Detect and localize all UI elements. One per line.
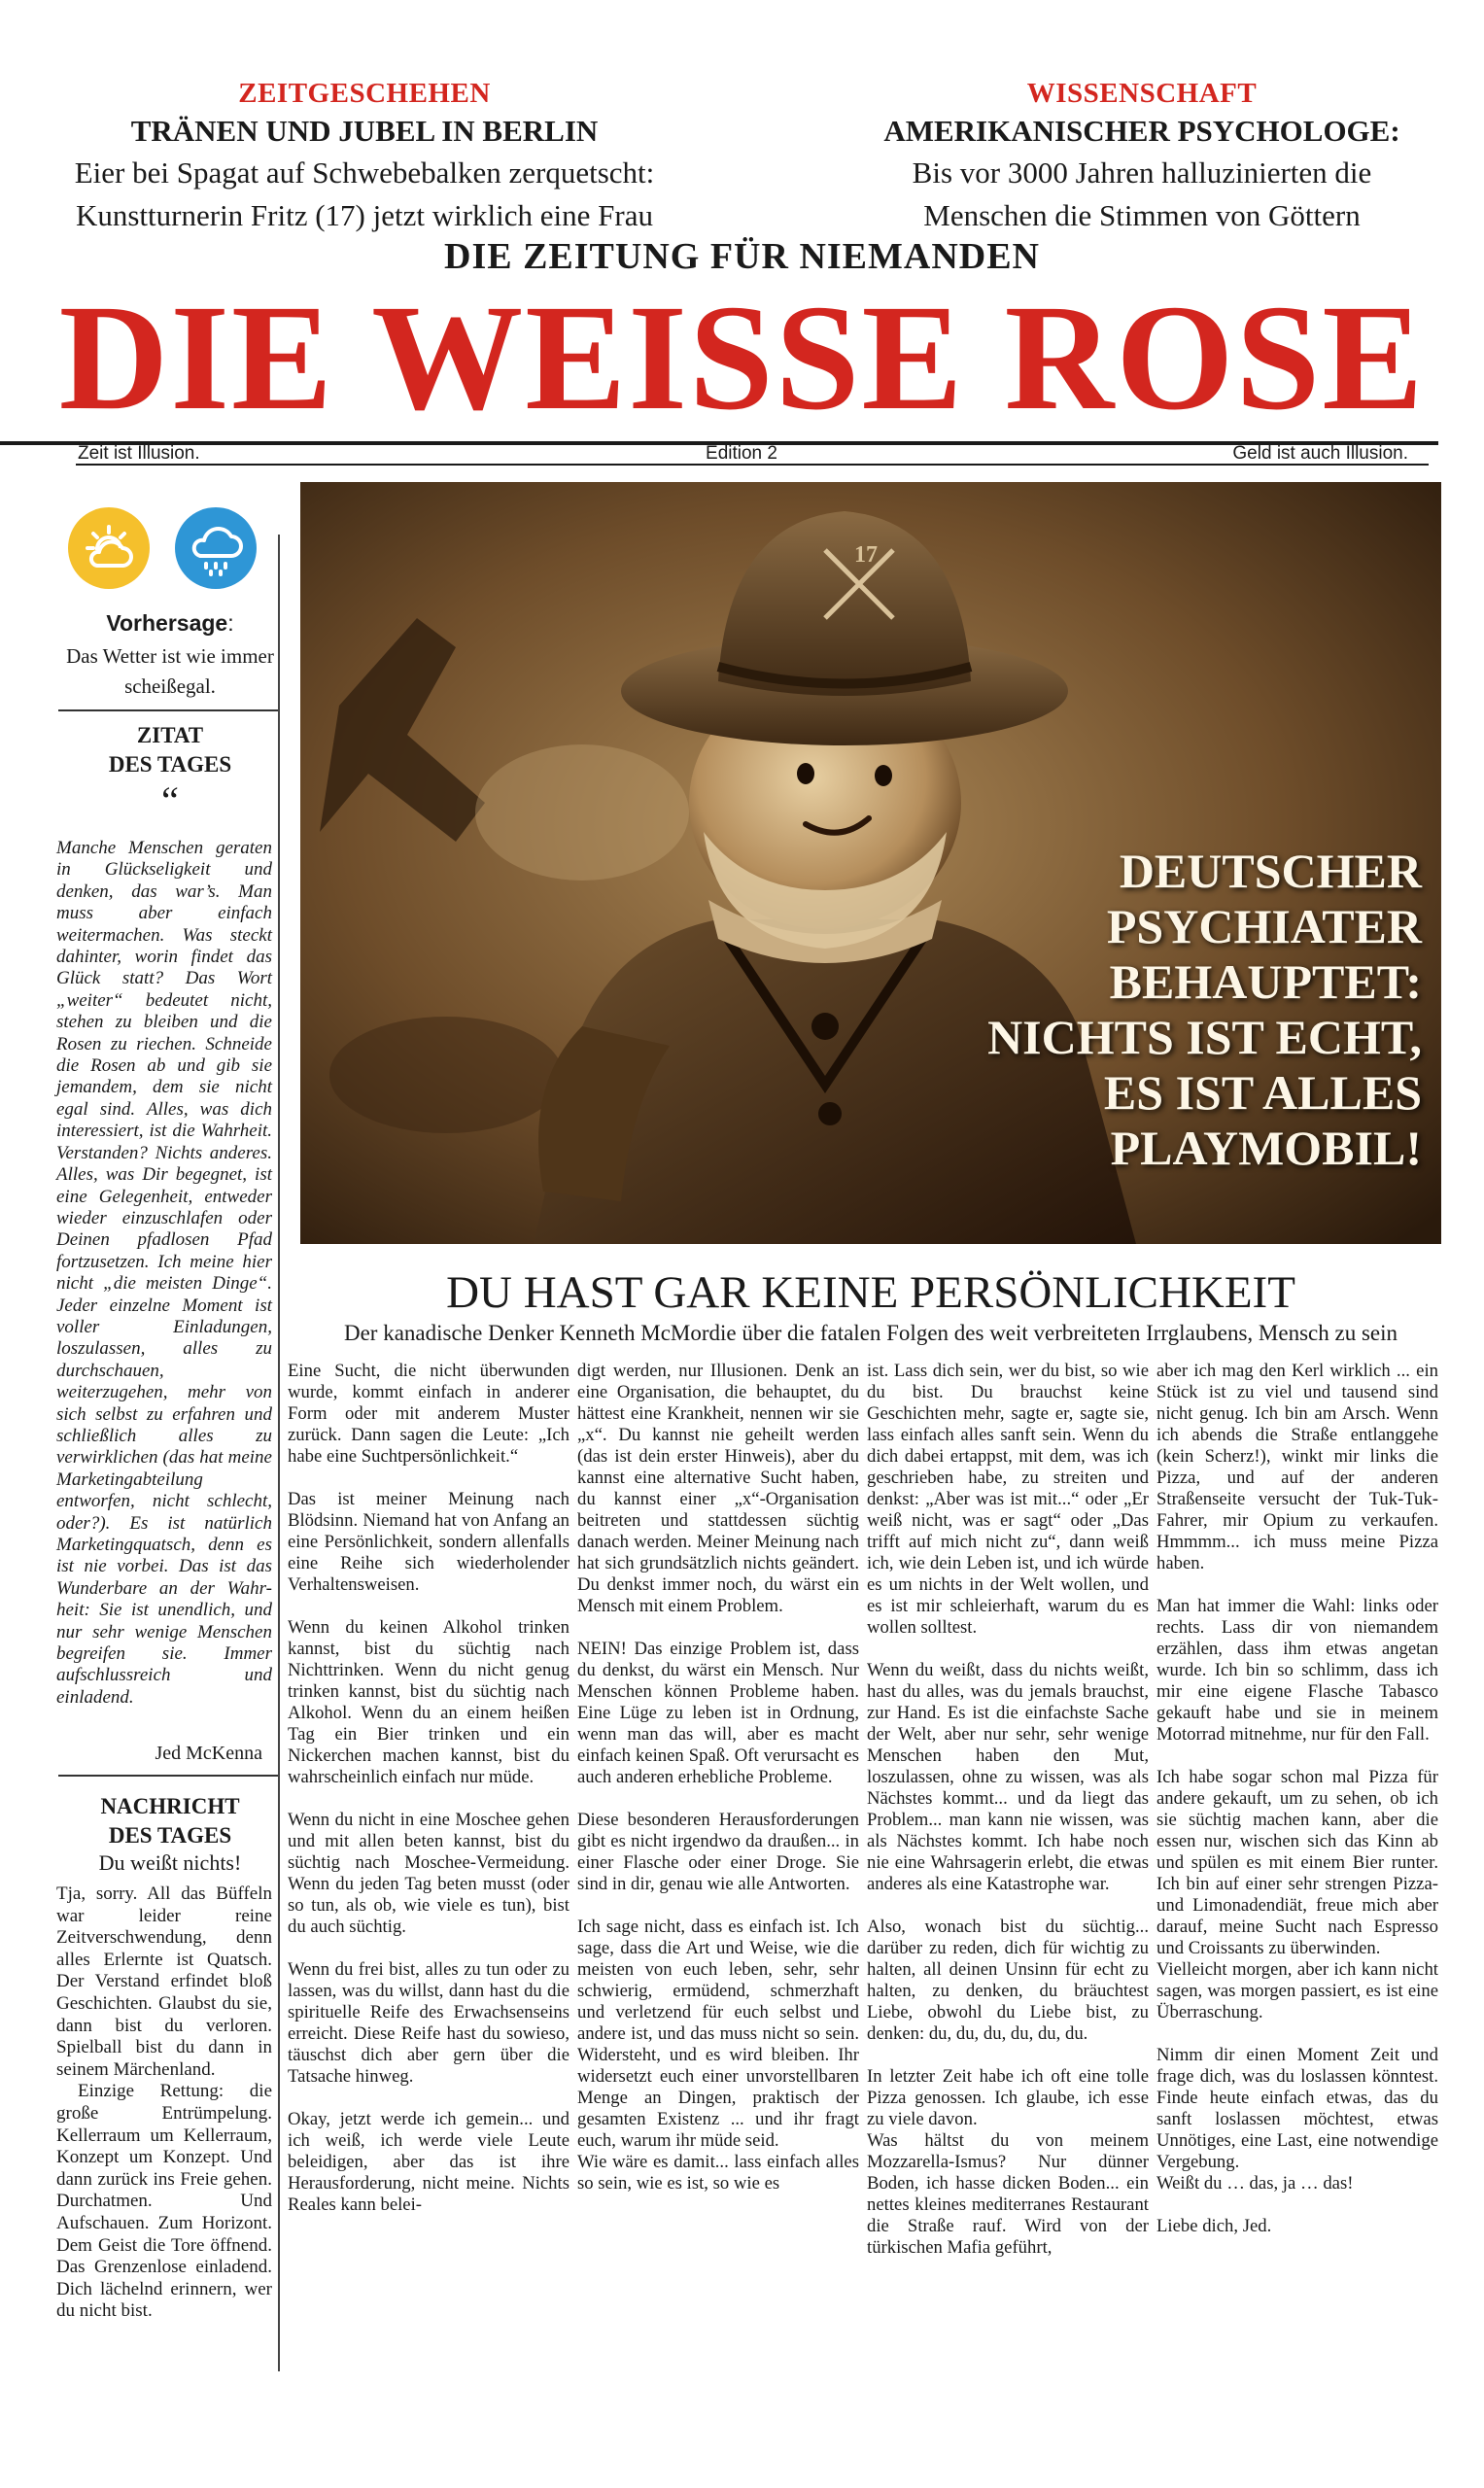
strip-right-text: Geld ist auch Illusion. [1232,443,1408,464]
tagline: DIE ZEITUNG FÜR NIEMANDEN [444,236,1040,277]
strip-rule [76,464,1429,466]
photo-caption-line: NICHTS IST ECHT, [987,1010,1422,1064]
quote-text: Manche Menschen geraten in Glückseligkeit und denken, das war’s. Man muss aber einfach weitermachen. Was steckt dahinter, worin findet das Glück statt? Das Wort „weiter“ bedeutet nicht, stehen zu bleiben und die Rosen zu riechen. Schneide die Rosen ab und gib sie jemandem, dem sie nicht egal sind. Alles, was dich interessiert, ist die Wahrheit. Verstanden? Nichts anderes. Alles, was Dir begegnet, ist eine Gelegenheit, entweder wieder einzuschlafen oder Deinen pfadlosen Pfad fortzusetzen. Ich meine hier nicht „die meisten Dinge“. Jeder einzelne Moment ist voller Einladungen, loszulassen, alles zu durchschauen, weiterzugehen, mehr von sich selbst zu erfahren und schließlich alles zu verwirklichen (das hat meine Marketingabteilung entworfen, nicht schlecht, oder?). Es ist natürlich Marketingquatsch, denn es ist nie vorbei. Das ist das Wunderbare an der Wahr-heit: Sie ist unendlich, und nur sehr wenige Menschen begreifen sie. Immer aufschlussreich und einladend. [56,838,272,1708]
teaser-right-deck-line1: Bis vor 3000 Jahren halluzinierten die [912,156,1372,190]
news-title-line2: DES TAGES [108,1823,232,1848]
news-title-line1: NACHRICHT [100,1794,240,1818]
article-column-2 [577,1361,859,2194]
article-paragraph: Vielleicht morgen, aber ich kann nicht sagen, was morgen passiert, es ist eine Überraschung. [1156,1959,1438,2022]
column-rule [278,535,280,2371]
weather-label-text: Vorhersage [106,610,228,636]
weather-text [53,641,287,702]
teaser-left-headline: TRÄNEN UND JUBEL IN BERLIN [130,114,599,148]
photo-caption-line: PSYCHIATER [1106,899,1422,953]
teaser-right[interactable] [821,78,1463,237]
article-paragraph: In letzter Zeit habe ich oft eine tolle Pizza genossen. Ich glaube, ich esse zu viele davon. [867,2066,1149,2129]
news-section-title [53,1792,287,1850]
article-title: DU HAST GAR KEINE PERSÖNLICHKEIT [446,1267,1295,1318]
teaser-right-headline: AMERIKANISCHER PSYCHOLOGE: [883,114,1400,148]
article-paragraph: Wenn du nicht in eine Moschee gehen und mit allen beten kannst, bist du süchtig nach Moschee-Vermeidung. Wenn du jeden Tag beten musst (oder so tun, als ob, wie viele es tun), bist du auch süchtig. [288,1810,569,1937]
article-column-3 [867,1361,1149,2259]
news-paragraph: Tja, sorry. All das Büffeln war leider reine Zeitverschwendung, denn alles Erlernte ist Quatsch. Der Verstand erfindet bloß Geschichten. Glaubst du sie, dann bist du verloren. Spielball bist du dann in seinem Märchenland. [56,1883,272,2080]
quote-section-title [53,721,287,779]
article-paragraph: ist. Lass dich sein, wer du bist, so wie du bist. Du brauchst keine Geschichten mehr, sagte er, sagte sie, lass einfach alles sanft sein. Wenn du dich dabei ertappst, mit dem, was ich geschrieben habe, zu streiten und denkst: „Aber was ist mit...“ oder „Er weiß nicht, was er sagt“ oder „Das trifft auf mich nicht zu“, dann weiß ich, wie dein Leben ist, und ich würde es um nichts in der Welt wollen, und es ist mir schleierhaft, warum du es wollen solltest. [867,1361,1149,1638]
photo-caption [916,844,1422,1176]
news-subtitle: Du weißt nichts! [98,1850,242,1875]
hat-badge: 17 [854,542,878,568]
teaser-right-kicker: WISSENSCHAFT [1026,78,1258,109]
photo-caption-line: BEHAUPTET: [1109,954,1422,1009]
teaser-left-deck-line1: Eier bei Spagat auf Schwebebalken zerquetscht: [74,156,655,190]
quote-title-line1: ZITAT [136,723,204,747]
article-paragraph: Wenn du frei bist, alles zu tun oder zu lassen, was du willst, dann hast du die spirituelle Reife des Erwachsenseins erreicht. Diese Reife hast du sowieso, täuschst dich aber gern über die Tatsache hinweg. [288,1959,569,2087]
teaser-left-kicker: ZEITGESCHEHEN [238,78,491,109]
article-paragraph: Eine Sucht, die nicht überwunden wurde, kommt einfach in anderer Form oder mit anderem Muster zurück. Dann sagen die Leute: „Ich habe eine Suchtpersönlichkeit.“ [288,1361,569,1467]
article-paragraph: Ich habe sogar schon mal Pizza für andere gekauft, um zu sehen, ob ich sie süchtig machen kann, aber die essen nur, wischen sich das Kinn ab und spülen es mit einem Bier runter. Ich bin auf einer sehr strengen Pizza- und Limonadendiät, freue mich aber darauf, meine Sucht nach Espresso und Croissants zu überwinden. [1156,1767,1438,1958]
strip-left-text: Zeit ist Illusion. [78,443,200,464]
article-subtitle: Der kanadische Denker Kenneth McMordie über die fatalen Folgen des weit verbreiteten Irrglaubens, Mensch zu sein [343,1321,1398,1345]
article-column-4 [1156,1361,1438,2237]
weather-label [53,610,287,637]
weather-label-colon: : [227,610,234,636]
article-paragraph: Wie wäre es damit... lass einfach alles so sein, wie es ist, so wie es [577,2152,859,2194]
article-paragraph: digt werden, nur Illusionen. Denk an eine Organisation, die behauptet, du hättest eine Krankheit, nennen wir sie „x“. Du kannst nie geheilt werden (das ist dein erster Hinweis), aber du kannst eine alternative Sucht haben, du kannst einer „x“-Organisation beitreten und stattdessen süchtig danach werden. Meiner Meinung nach hat sich grundsätzlich nichts geändert. Du denkst immer noch, du wärst ein Mensch mit einem Problem. [577,1361,859,1616]
quote-author: Jed McKenna [155,1743,262,1764]
news-paragraph: Einzige Rettung: die große Entrümpelung. Kellerraum um Kellerraum, Konzept um Konzept. Und dann zurück ins Freie gehen. Durchatmen. Und Aufschauen. Zum Horizont. Dem Geist die Tore öffnend. Das Grenzenlose einladend. Dich lächelnd erinnern, wer du nicht bist. [56,2081,272,2322]
teaser-left[interactable] [44,78,685,237]
article-paragraph: Wenn du keinen Alkohol trinken kannst, bist du süchtig nach Nichttrinken. Wenn du nicht genug trinken kannst, bist du süchtig nach Alkohol. Wenn du an einem heißen Tag ein Bier trinken und ein Nickerchen machen kannst, bist du wahrscheinlich einfach nur müde. [288,1617,569,1787]
quote-title-line2: DES TAGES [108,752,232,777]
divider [58,1775,278,1777]
photo-caption-line: ES IST ALLES [1103,1065,1422,1120]
article-paragraph: Was hältst du von meinem Mozzarella-Ismus? Nur dünner Boden, ich hasse dicken Boden... ein nettes kleines mediterranes Restaurant die Straße rauf. Wird von der türkischen Mafia geführt, [867,2130,1149,2258]
article-paragraph: Man hat immer die Wahl: links oder rechts. Lass dir von niemandem erzählen, dass ihm etwas angetan wurde. Ich bin so schlimm, dass ich mir eine eigene Flasche Tabasco gekauft habe und sie in meinem Motorrad mitnehme, nur für den Fall. [1156,1596,1438,1745]
article-paragraph: Nimm dir einen Moment Zeit und frage dich, was du loslassen könntest. Finde heute einfach etwas, das du sanft loslassen möchtest, etwas Unnötiges, eine Last, eine notwendige Vergebung. [1156,2045,1438,2172]
photo-caption-line: DEUTSCHER [1119,844,1422,898]
news-body [56,1883,272,2323]
article-paragraph: Ich sage nicht, dass es einfach ist. Ich sage, dass die Art und Weise, wie die meisten von euch leben, sehr, sehr schwierig, ermüdend, schmerzhaft und verletzend für euch selbst und andere ist, und das muss nicht so sein. Widersteht, und es wird bleiben. Ihr widersetzt euch einer unvorstellbaren Menge an Dingen, praktisch der gesamten Existenz ... und ihr fragt euch, warum ihr müde seid. [577,1917,859,2151]
hero-photo [300,482,1441,1244]
article-paragraph: Also, wonach bist du süchtig... darüber zu reden, dich für wichtig zu halten, all deinen Unsinn für echt zu halten, zu denken, du bräuchtest Liebe, obwohl du Liebe bist, zu denken: du, du, du, du, du, du. [867,1917,1149,2044]
teaser-left-deck-line2: Kunstturnerin Fritz (17) jetzt wirklich eine Frau [75,198,653,232]
article-column-1 [288,1361,569,2216]
article-paragraph: Liebe dich, Jed. [1156,2216,1272,2236]
article-paragraph: Das ist meiner Meinung nach Blödsinn. Niemand hat von Anfang an eine Persönlichkeit, sondern allenfalls eine Reihe sich wiederholender Verhaltensweisen. [288,1489,569,1595]
article-paragraph: Okay, jetzt werde ich gemein... und ich weiß, ich werde viele Leute beleidigen, aber das ist ihre Herausforderung, nicht meine. Nichts Reales kann belei- [288,2109,569,2215]
masthead-title: DIE WEISSE ROSE [58,273,1426,441]
article-paragraph: NEIN! Das einzige Problem ist, dass du denkst, du wärst ein Mensch. Nur Menschen können Probleme haben. Eine Lüge zu leben ist in Ordnung, wenn man das will, aber es macht einfach keinen Spaß. Oft verursacht es auch anderen erhebliche Probleme. [577,1639,859,1787]
article-paragraph: aber ich mag den Kerl wirklich ... ein Stück ist zu viel und tausend sind nicht genug. Ich bin am Arsch. Wenn ich abends die Straße entlanggehe (kein Scherz!), winkt mir links die Pizza, und auf der anderen Straßenseite versucht der Tuk-Tuk-Fahrer, mir Opium zu verkaufen. Hmmmm... ich muss meine Pizza haben. [1156,1361,1438,1573]
divider [58,709,278,711]
photo-caption-line: PLAYMOBIL! [1110,1121,1422,1175]
partly-cloudy-icon [68,507,150,589]
article-paragraph: Wenn du weißt, dass du nichts weißt, hast du alles, was du jemals brauchst, zur Hand. Es ist die einfachste Sache der Welt, aber nur sehr, sehr wenige Menschen haben den Mut, loszulassen, ohne zu wissen, was als Nächstes kommt... und da liegt das Problem... man kann nie wissen, was als Nächstes kommt. Ich habe noch nie eine Wahrsagerin erlebt, die etwas anderes als eine Katastrophe war. [867,1660,1149,1894]
weather-text-line2: scheißegal. [124,674,216,698]
quote-mark: “ [161,778,179,822]
article-paragraph: Diese besonderen Herausforderungen gibt es nicht irgendwo da draußen... in einer Flasche oder einer Droge. Sie sind in dir, genau wie alle Antworten. [577,1810,859,1894]
weather-text-line1: Das Wetter ist wie immer [66,644,274,668]
teaser-right-deck-line2: Menschen die Stimmen von Göttern [923,198,1361,232]
rain-cloud-icon [175,507,257,589]
edition-label: Edition 2 [706,443,777,464]
article-paragraph: Weißt du … das, ja … das! [1156,2173,1354,2194]
